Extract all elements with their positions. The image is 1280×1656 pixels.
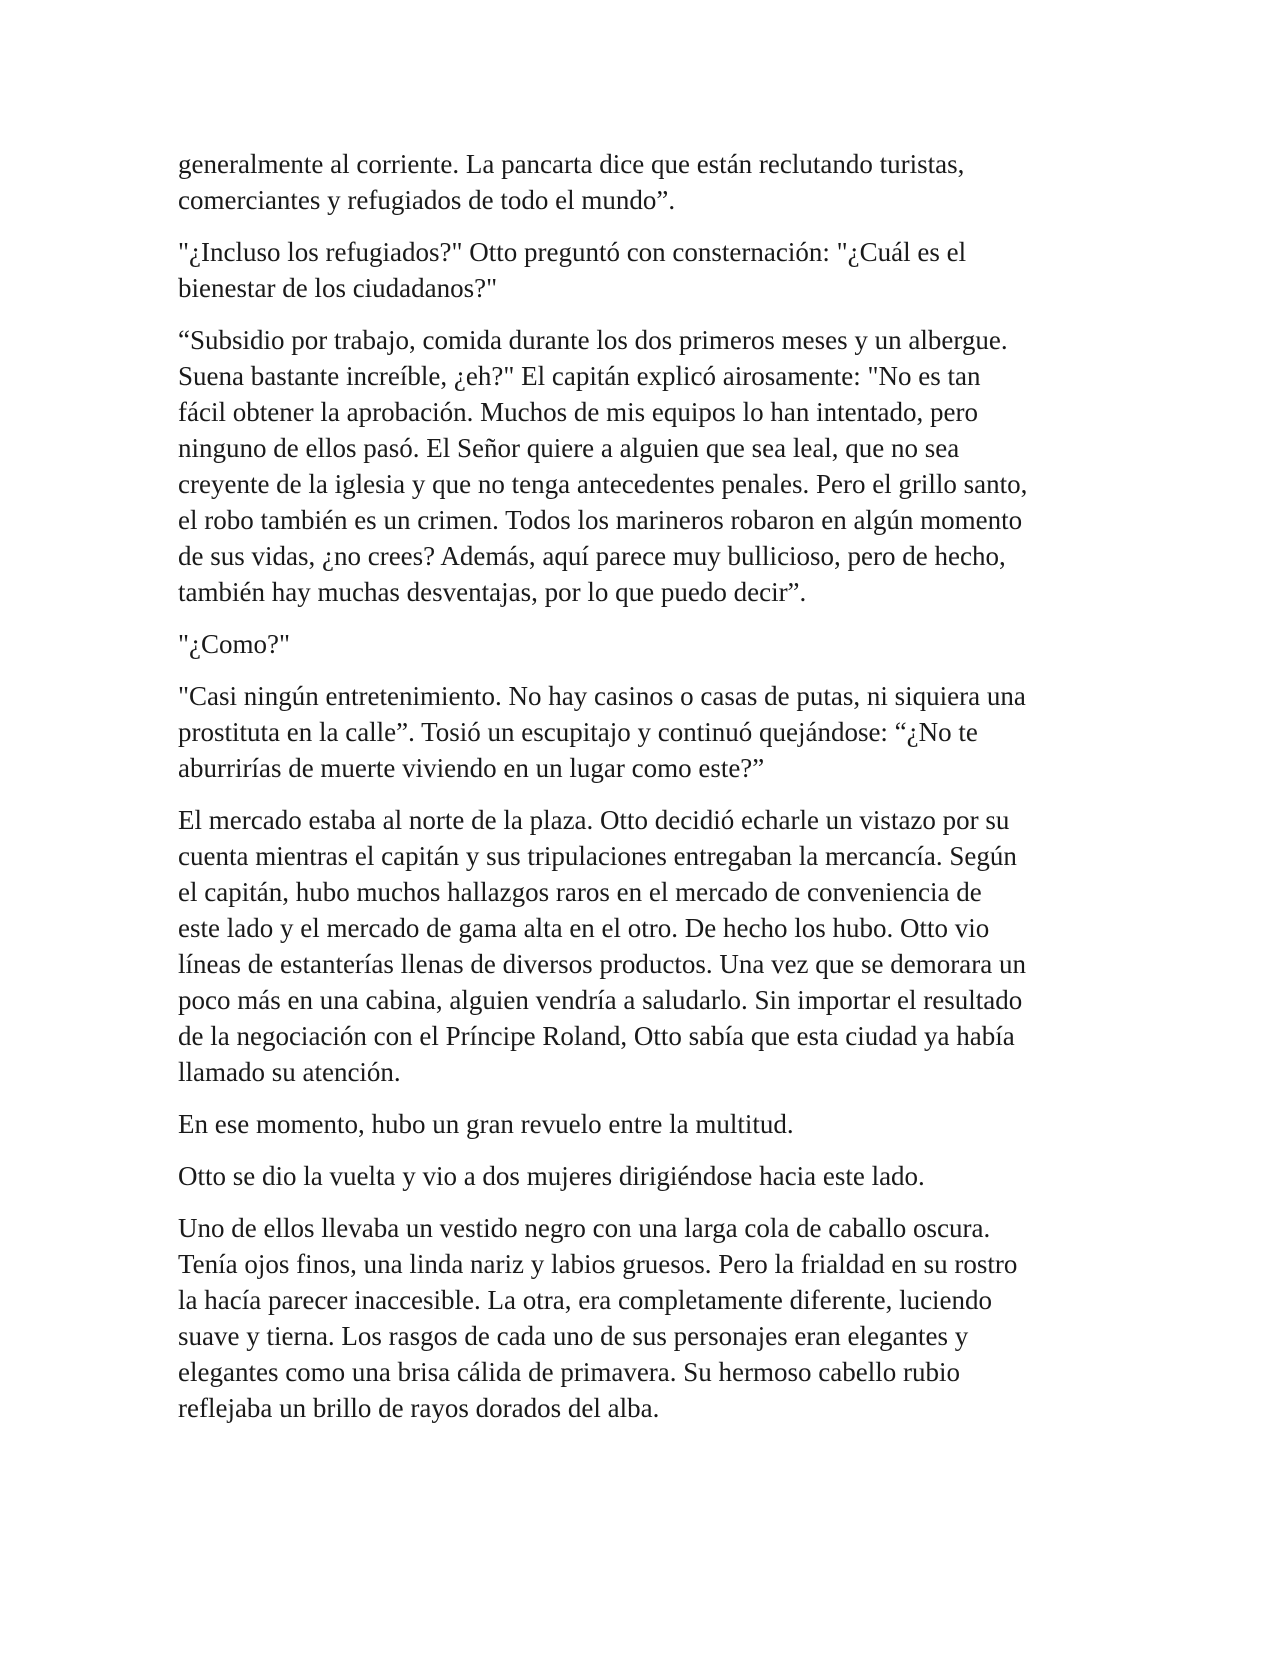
paragraph: "Casi ningún entretenimiento. No hay casinos o casas de putas, ni siquiera una prostituta en la calle”. Tosió un escupitajo y continuó quejándose: “¿No te aburrirías de muerte viviendo en un lugar como este?” — [178, 681, 1026, 783]
paragraph: generalmente al corriente. La pancarta dice que están reclutando turistas, comerciantes y refugiados de todo el mundo”. — [178, 149, 965, 215]
paragraph: Otto se dio la vuelta y vio a dos mujeres dirigiéndose hacia este lado. — [178, 1161, 925, 1191]
paragraph: Uno de ellos llevaba un vestido negro con una larga cola de caballo oscura. Tenía ojos finos, una linda nariz y labios gruesos. Pero la frialdad en su rostro la hacía parecer inaccesible. La otra, era completamente diferente, luciendo suave y tierna. Los rasgos de cada uno de sus personajes eran elegantes y elegantes como una brisa cálida de primavera. Su hermoso cabello rubio reflejaba un brillo de rayos dorados del alba. — [178, 1213, 1018, 1423]
paragraph: "¿Como?" — [178, 629, 291, 659]
text-body — [178, 146, 1108, 1442]
paragraph: "¿Incluso los refugiados?" Otto preguntó con consternación: "¿Cuál es el bienestar de los ciudadanos?" — [178, 237, 967, 303]
paragraph: El mercado estaba al norte de la plaza. Otto decidió echarle un vistazo por su cuenta mientras el capitán y sus tripulaciones entregaban la mercancía. Según el capitán, hubo muchos hallazgos raros en el mercado de conveniencia de este lado y el mercado de gama alta en el otro. De hecho los hubo. Otto vio líneas de estanterías llenas de diversos productos. Una vez que se demorara un poco más en una cabina, alguien vendría a saludarlo. Sin importar el resultado de la negociación con el Príncipe Roland, Otto sabía que esta ciudad ya había llamado su atención. — [178, 805, 1026, 1087]
paragraph: “Subsidio por trabajo, comida durante los dos primeros meses y un albergue. Suena bastante increíble, ¿eh?" El capitán explicó airosamente: "No es tan fácil obtener la aprobación. Muchos de mis equipos lo han intentado, pero ninguno de ellos pasó. El Señor quiere a alguien que sea leal, que no sea creyente de la iglesia y que no tenga antecedentes penales. Pero el grillo santo, el robo también es un crimen. Todos los marineros robaron en algún momento de sus vidas, ¿no crees? Además, aquí parece muy bullicioso, pero de hecho, también hay muchas desventajas, por lo que puedo decir”. — [178, 325, 1028, 607]
paragraph: En ese momento, hubo un gran revuelo entre la multitud. — [178, 1109, 794, 1139]
